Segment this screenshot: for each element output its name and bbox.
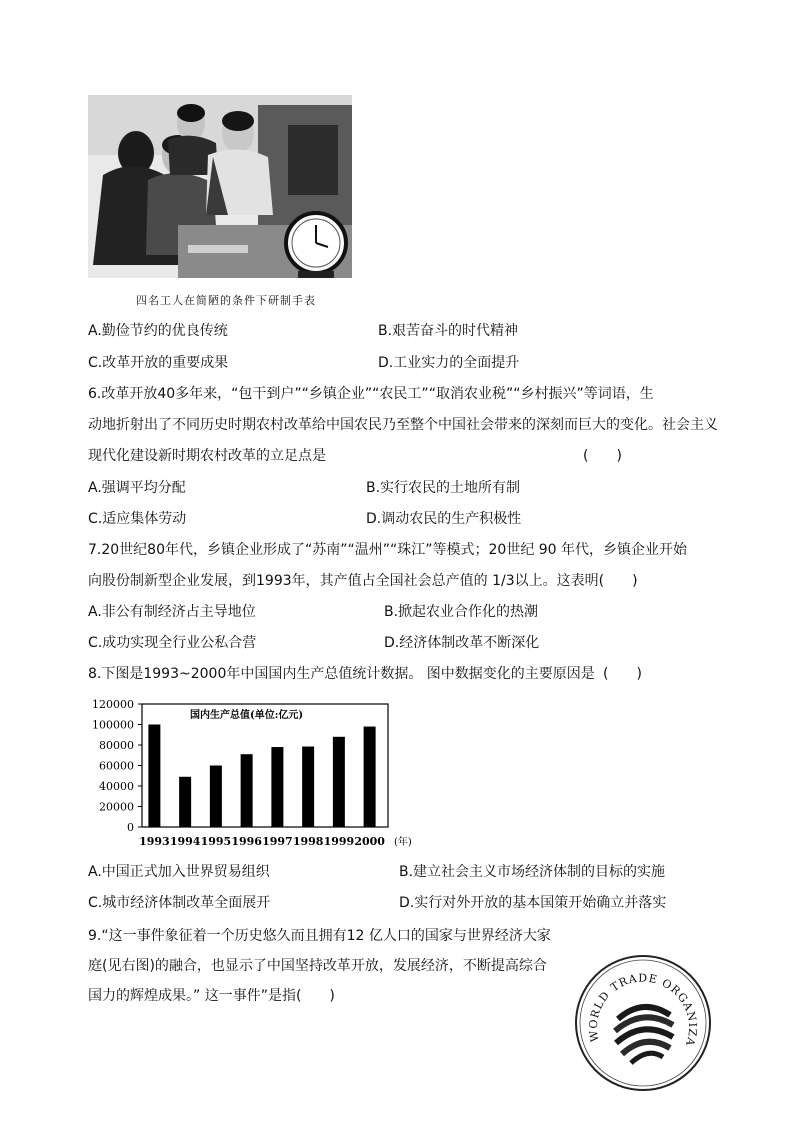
q7-stem-line1: 7.20世纪80年代，乡镇企业形成了“苏南”“温州”“珠江”等模式；20世纪 90 年代，乡镇企业开始 bbox=[88, 542, 688, 558]
chart-y-tick-label: 60000 bbox=[99, 759, 134, 773]
chart-bar bbox=[271, 747, 283, 827]
q8-option-c: C.城市经济体制改革全面展开 bbox=[88, 895, 271, 911]
q5-option-a: A.勤俭节约的优良传统 bbox=[88, 323, 228, 339]
chart-bar bbox=[364, 727, 376, 827]
chart-y-tick-label: 40000 bbox=[99, 780, 134, 793]
q6-stem-line3: 现代化建设新时期农村改革的立足点是 bbox=[88, 448, 326, 464]
q9-stem-line2: 庭(见右图)的融合，也显示了中国坚持改革开放，发展经济，不断提高综合 bbox=[88, 958, 547, 974]
wto-logo bbox=[573, 953, 713, 1093]
chart-bar bbox=[210, 766, 222, 828]
workers-photo bbox=[88, 95, 352, 278]
q7-option-a: A.非公有制经济占主导地位 bbox=[88, 604, 256, 620]
chart-x-tick-label: 1994 bbox=[169, 835, 201, 848]
chart-bar bbox=[241, 754, 253, 827]
q6-option-a: A.强调平均分配 bbox=[88, 480, 186, 496]
q7-option-b: B.掀起农业合作化的热潮 bbox=[384, 604, 539, 620]
q8-stem-line1: 8.下图是1993~2000年中国国内生产总值统计数据。 图中数据变化的主要原因是 bbox=[88, 666, 595, 682]
q5-option-b: B.艰苦奋斗的时代精神 bbox=[378, 323, 519, 339]
wto-logo-text: WORLD TRADE ORGANIZA bbox=[586, 971, 700, 1048]
chart-x-tick-label: 1996 bbox=[231, 835, 262, 848]
q7-stem-line2: 向股份制新型企业发展，到1993年，其产值占全国社会总产值的 1/3以上。这表明( ) bbox=[88, 573, 638, 589]
q6-answer-bracket: ( ) bbox=[583, 448, 622, 464]
q7-option-c: C.成功实现全行业公私合营 bbox=[88, 635, 257, 651]
q8-answer-bracket: ( ) bbox=[603, 666, 642, 682]
chart-x-unit: (年) bbox=[394, 837, 412, 848]
chart-bar bbox=[148, 725, 160, 828]
chart-y-tick-label: 100000 bbox=[92, 718, 134, 732]
chart-plot-frame bbox=[142, 704, 388, 827]
chart-y-tick-label: 120000 bbox=[92, 698, 134, 711]
gdp-bar-chart bbox=[88, 692, 418, 857]
chart-y-tick-label: 20000 bbox=[99, 800, 134, 814]
q5-option-d: D.工业实力的全面提升 bbox=[378, 355, 520, 371]
chart-bar bbox=[333, 737, 345, 827]
chart-x-tick-label: 1993 bbox=[139, 835, 170, 848]
chart-x-tick-label: 1997 bbox=[262, 835, 293, 848]
q9-stem-line3: 国力的辉煌成果。” 这一事件”是指( ) bbox=[88, 988, 335, 1004]
gdp-chart-svg bbox=[88, 692, 418, 857]
q6-stem-line1: 6.改革开放40多年来，“包干到户”“乡镇企业”“农民工”“取消农业税”“乡村振兴”等词语，生 bbox=[88, 386, 654, 402]
q8-option-b: B.建立社会主义市场经济体制的目标的实施 bbox=[399, 864, 666, 880]
chart-bar bbox=[302, 747, 314, 827]
chart-x-tick-label: 1999 bbox=[323, 835, 355, 848]
chart-y-tick-label: 80000 bbox=[99, 739, 134, 752]
chart-bar bbox=[179, 777, 191, 827]
q8-option-a: A.中国正式加入世界贸易组织 bbox=[88, 864, 270, 880]
q6-option-b: B.实行农民的土地所有制 bbox=[366, 480, 521, 496]
q9-stem-line1: 9.“这一事件象征着一个历史悠久而且拥有12 亿人口的国家与世界经济大家 bbox=[88, 928, 551, 944]
chart-x-tick-label: 1998 bbox=[292, 835, 324, 848]
chart-x-tick-label: 2000 bbox=[354, 835, 385, 848]
q6-option-d: D.调动农民的生产积极性 bbox=[366, 511, 522, 527]
q6-option-c: C.适应集体劳动 bbox=[88, 511, 187, 527]
chart-x-tick-label: 1995 bbox=[200, 835, 232, 848]
q6-stem-line2: 动地折射出了不同历史时期农村改革给中国农民乃至整个中国社会带来的深刻而巨大的变化。社会主义 bbox=[88, 417, 718, 433]
q8-option-d: D.实行对外开放的基本国策开始确立并落实 bbox=[399, 895, 667, 911]
chart-title: 国内生产总值(单位:亿元) bbox=[190, 710, 304, 721]
q7-option-d: D.经济体制改革不断深化 bbox=[384, 635, 540, 651]
photo-caption: 四名工人在简陋的条件下研制手表 bbox=[136, 294, 316, 307]
q5-option-c: C.改革开放的重要成果 bbox=[88, 355, 229, 371]
chart-y-tick-label: 0 bbox=[127, 821, 134, 834]
